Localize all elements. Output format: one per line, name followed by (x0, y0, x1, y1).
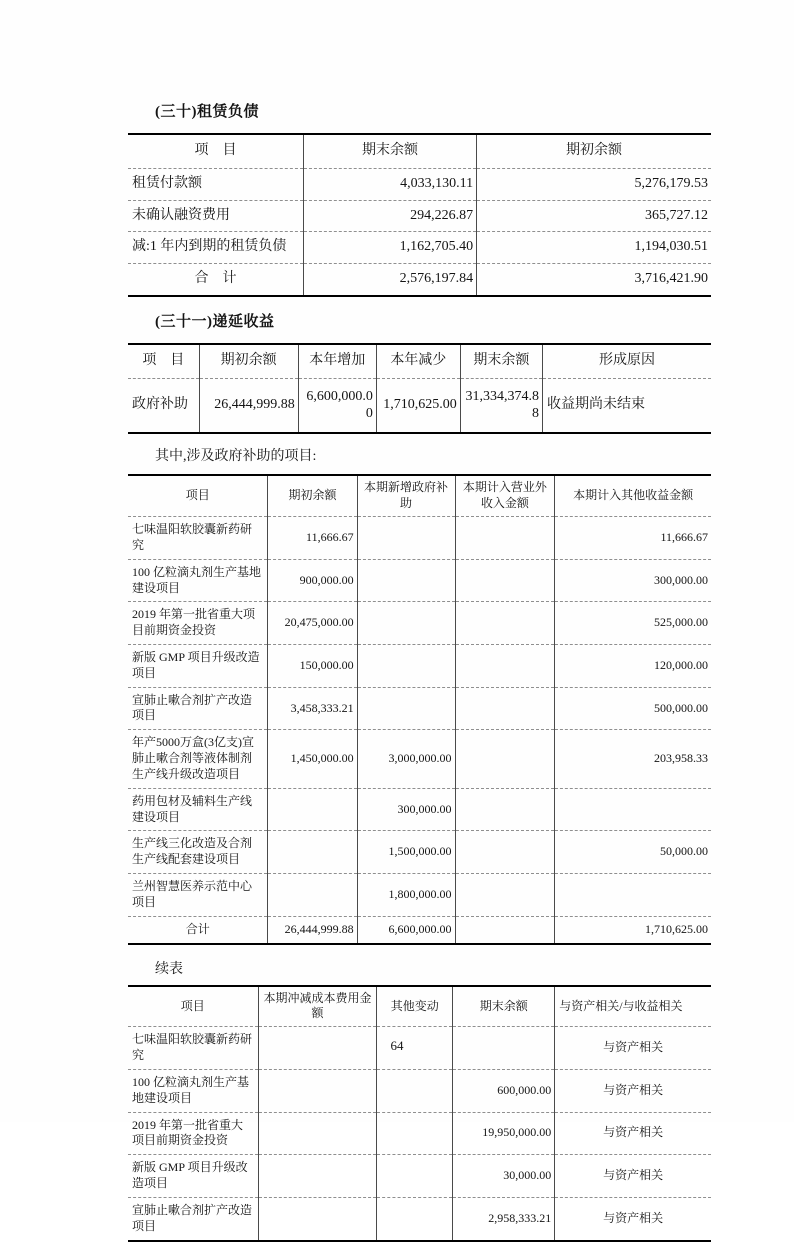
table-cell: 50,000.00 (555, 831, 711, 874)
table-cell (455, 559, 555, 602)
table-row (128, 1197, 711, 1240)
table-cell: 1,800,000.00 (357, 874, 455, 917)
table-row (128, 1069, 711, 1112)
column-header: 本期计入营业外收入金额 (455, 475, 555, 516)
table-cell: 900,000.00 (268, 559, 357, 602)
table-cell: 500,000.00 (555, 687, 711, 730)
table-cell (455, 916, 555, 943)
table-row (128, 831, 711, 874)
table-cell: 与资产相关 (555, 1197, 711, 1240)
table-cell: 525,000.00 (555, 602, 711, 645)
table-cell: 兰州智慧医养示范中心项目 (128, 874, 268, 917)
table-cell: 26,444,999.88 (268, 916, 357, 943)
table-cell (357, 517, 455, 560)
table-cell: 收益期尚未结束 (542, 378, 711, 433)
table-cell: 20,475,000.00 (268, 602, 357, 645)
table-cell: 11,666.67 (555, 517, 711, 560)
continued-table-label: 续表 (155, 961, 183, 977)
column-header: 期初余额 (268, 475, 357, 516)
table-cell: 203,958.33 (555, 730, 711, 788)
table-cell (377, 1155, 453, 1198)
table-cell: 300,000.00 (357, 788, 455, 831)
table-cell (258, 1069, 377, 1112)
table-cell (455, 730, 555, 788)
header-row (128, 134, 711, 168)
table-cell: 年产5000万盒(3亿支)宣肺止嗽合剂等液体制剂生产线升级改造项目 (128, 730, 268, 788)
table-cell: 2019 年第一批省重大项目前期资金投资 (128, 602, 268, 645)
table-cell (455, 874, 555, 917)
table-cell: 365,727.12 (477, 200, 711, 232)
table-cell: 宣肺止嗽合剂扩产改造项目 (128, 687, 268, 730)
table-cell: 1,710,625.00 (376, 378, 460, 433)
page-content (128, 100, 711, 1242)
table-cell: 新版 GMP 项目升级改造项目 (128, 645, 268, 688)
table-cell: 19,950,000.00 (453, 1112, 555, 1155)
header-row (128, 344, 711, 378)
table-cell: 1,162,705.40 (303, 232, 476, 264)
table-cell (258, 1155, 377, 1198)
table-row (128, 559, 711, 602)
table-cell: 未确认融资费用 (128, 200, 303, 232)
table-cell (455, 831, 555, 874)
table-cell: 与资产相关 (555, 1155, 711, 1198)
column-header: 期末余额 (453, 986, 555, 1027)
table-row (128, 730, 711, 788)
table-row (128, 264, 711, 296)
header-row (128, 475, 711, 516)
table-cell (268, 788, 357, 831)
table-cell (258, 1197, 377, 1240)
column-header: 期末余额 (303, 134, 476, 168)
table-row (128, 687, 711, 730)
table-cell: 新版 GMP 项目升级改造项目 (128, 1155, 258, 1198)
table-cell (357, 645, 455, 688)
table-row (128, 200, 711, 232)
table-row (128, 232, 711, 264)
table-row (128, 602, 711, 645)
subsidy-note: 其中,涉及政府补助的项目: (155, 449, 317, 465)
page-number: 64 (390, 1038, 404, 1053)
table-cell: 6,600,000.00 (357, 916, 455, 943)
table-cell (357, 559, 455, 602)
table-cell: 100 亿粒滴丸剂生产基地建设项目 (128, 1069, 258, 1112)
table-cell (455, 602, 555, 645)
table-cell (555, 788, 711, 831)
table-cell: 120,000.00 (555, 645, 711, 688)
column-header: 形成原因 (542, 344, 711, 378)
table-cell: 3,000,000.00 (357, 730, 455, 788)
header-row (128, 986, 711, 1027)
column-header: 本年增加 (298, 344, 376, 378)
table-row (128, 874, 711, 917)
table-cell: 26,444,999.88 (199, 378, 298, 433)
table-row (128, 168, 711, 200)
table-cell: 3,716,421.90 (477, 264, 711, 296)
table-cell: 租赁付款额 (128, 168, 303, 200)
section-31-title: (三十一)递延收益 (155, 313, 275, 330)
table-row (128, 916, 711, 943)
table-cell (455, 645, 555, 688)
table-row (128, 1155, 711, 1198)
table-cell (357, 687, 455, 730)
table-cell (268, 831, 357, 874)
table-row (128, 645, 711, 688)
table-cell (357, 602, 455, 645)
table-cell: 100 亿粒滴丸剂生产基地建设项目 (128, 559, 268, 602)
column-header: 项目 (128, 475, 268, 516)
column-header: 本期计入其他收益金额 (555, 475, 711, 516)
table-cell: 与资产相关 (555, 1069, 711, 1112)
table-cell: 政府补助 (128, 378, 199, 433)
deferred-income-summary-table (128, 343, 711, 434)
table-cell (258, 1112, 377, 1155)
table-cell: 1,450,000.00 (268, 730, 357, 788)
table-cell: 2,576,197.84 (303, 264, 476, 296)
table-cell (377, 1197, 453, 1240)
government-subsidy-detail-table (128, 474, 711, 944)
table-row (128, 378, 711, 433)
table-cell: 与资产相关 (555, 1112, 711, 1155)
column-header: 项 目 (128, 344, 199, 378)
table-row (128, 517, 711, 560)
table-cell: 4,033,130.11 (303, 168, 476, 200)
column-header: 本年减少 (376, 344, 460, 378)
table-cell: 减:1 年内到期的租赁负债 (128, 232, 303, 264)
table-cell (268, 874, 357, 917)
table-cell: 1,710,625.00 (555, 916, 711, 943)
table-cell: 七味温阳软胶囊新药研究 (128, 517, 268, 560)
table-cell (377, 1069, 453, 1112)
table-cell: 七味温阳软胶囊新药研究 (128, 1027, 258, 1070)
column-header: 项目 (128, 986, 258, 1027)
table-cell: 宣肺止嗽合剂扩产改造项目 (128, 1197, 258, 1240)
table-cell: 600,000.00 (453, 1069, 555, 1112)
column-header: 本期冲减成本费用金额 (258, 986, 377, 1027)
column-header: 期初余额 (477, 134, 711, 168)
table-cell: 30,000.00 (453, 1155, 555, 1198)
column-header: 其他变动 (377, 986, 453, 1027)
table-cell: 294,226.87 (303, 200, 476, 232)
table-cell: 2,958,333.21 (453, 1197, 555, 1240)
table-cell: 150,000.00 (268, 645, 357, 688)
lease-liabilities-table (128, 133, 711, 297)
table-cell: 合计 (128, 916, 268, 943)
table-row (128, 1112, 711, 1155)
table-cell (455, 687, 555, 730)
table-cell: 11,666.67 (268, 517, 357, 560)
table-cell: 300,000.00 (555, 559, 711, 602)
section-30-title: (三十)租赁负债 (155, 104, 259, 120)
table-cell (455, 517, 555, 560)
government-subsidy-continued-table (128, 985, 711, 1242)
column-header: 与资产相关/与收益相关 (555, 986, 711, 1027)
table-cell: 6,600,000.00 (298, 378, 376, 433)
column-header: 本期新增政府补助 (357, 475, 455, 516)
table-cell (455, 788, 555, 831)
table-row (128, 788, 711, 831)
table-cell: 1,194,030.51 (477, 232, 711, 264)
table-cell (377, 1112, 453, 1155)
table-cell: 31,334,374.88 (460, 378, 542, 433)
table-cell: 1,500,000.00 (357, 831, 455, 874)
column-header: 期初余额 (199, 344, 298, 378)
column-header: 期末余额 (460, 344, 542, 378)
table-cell: 合 计 (128, 264, 303, 296)
column-header: 项 目 (128, 134, 303, 168)
table-cell: 与资产相关 (555, 1027, 711, 1070)
table-cell: 生产线三化改造及合剂生产线配套建设项目 (128, 831, 268, 874)
table-cell: 2019 年第一批省重大项目前期资金投资 (128, 1112, 258, 1155)
table-cell: 3,458,333.21 (268, 687, 357, 730)
table-cell: 5,276,179.53 (477, 168, 711, 200)
table-cell (555, 874, 711, 917)
table-cell: 药用包材及辅料生产线建设项目 (128, 788, 268, 831)
